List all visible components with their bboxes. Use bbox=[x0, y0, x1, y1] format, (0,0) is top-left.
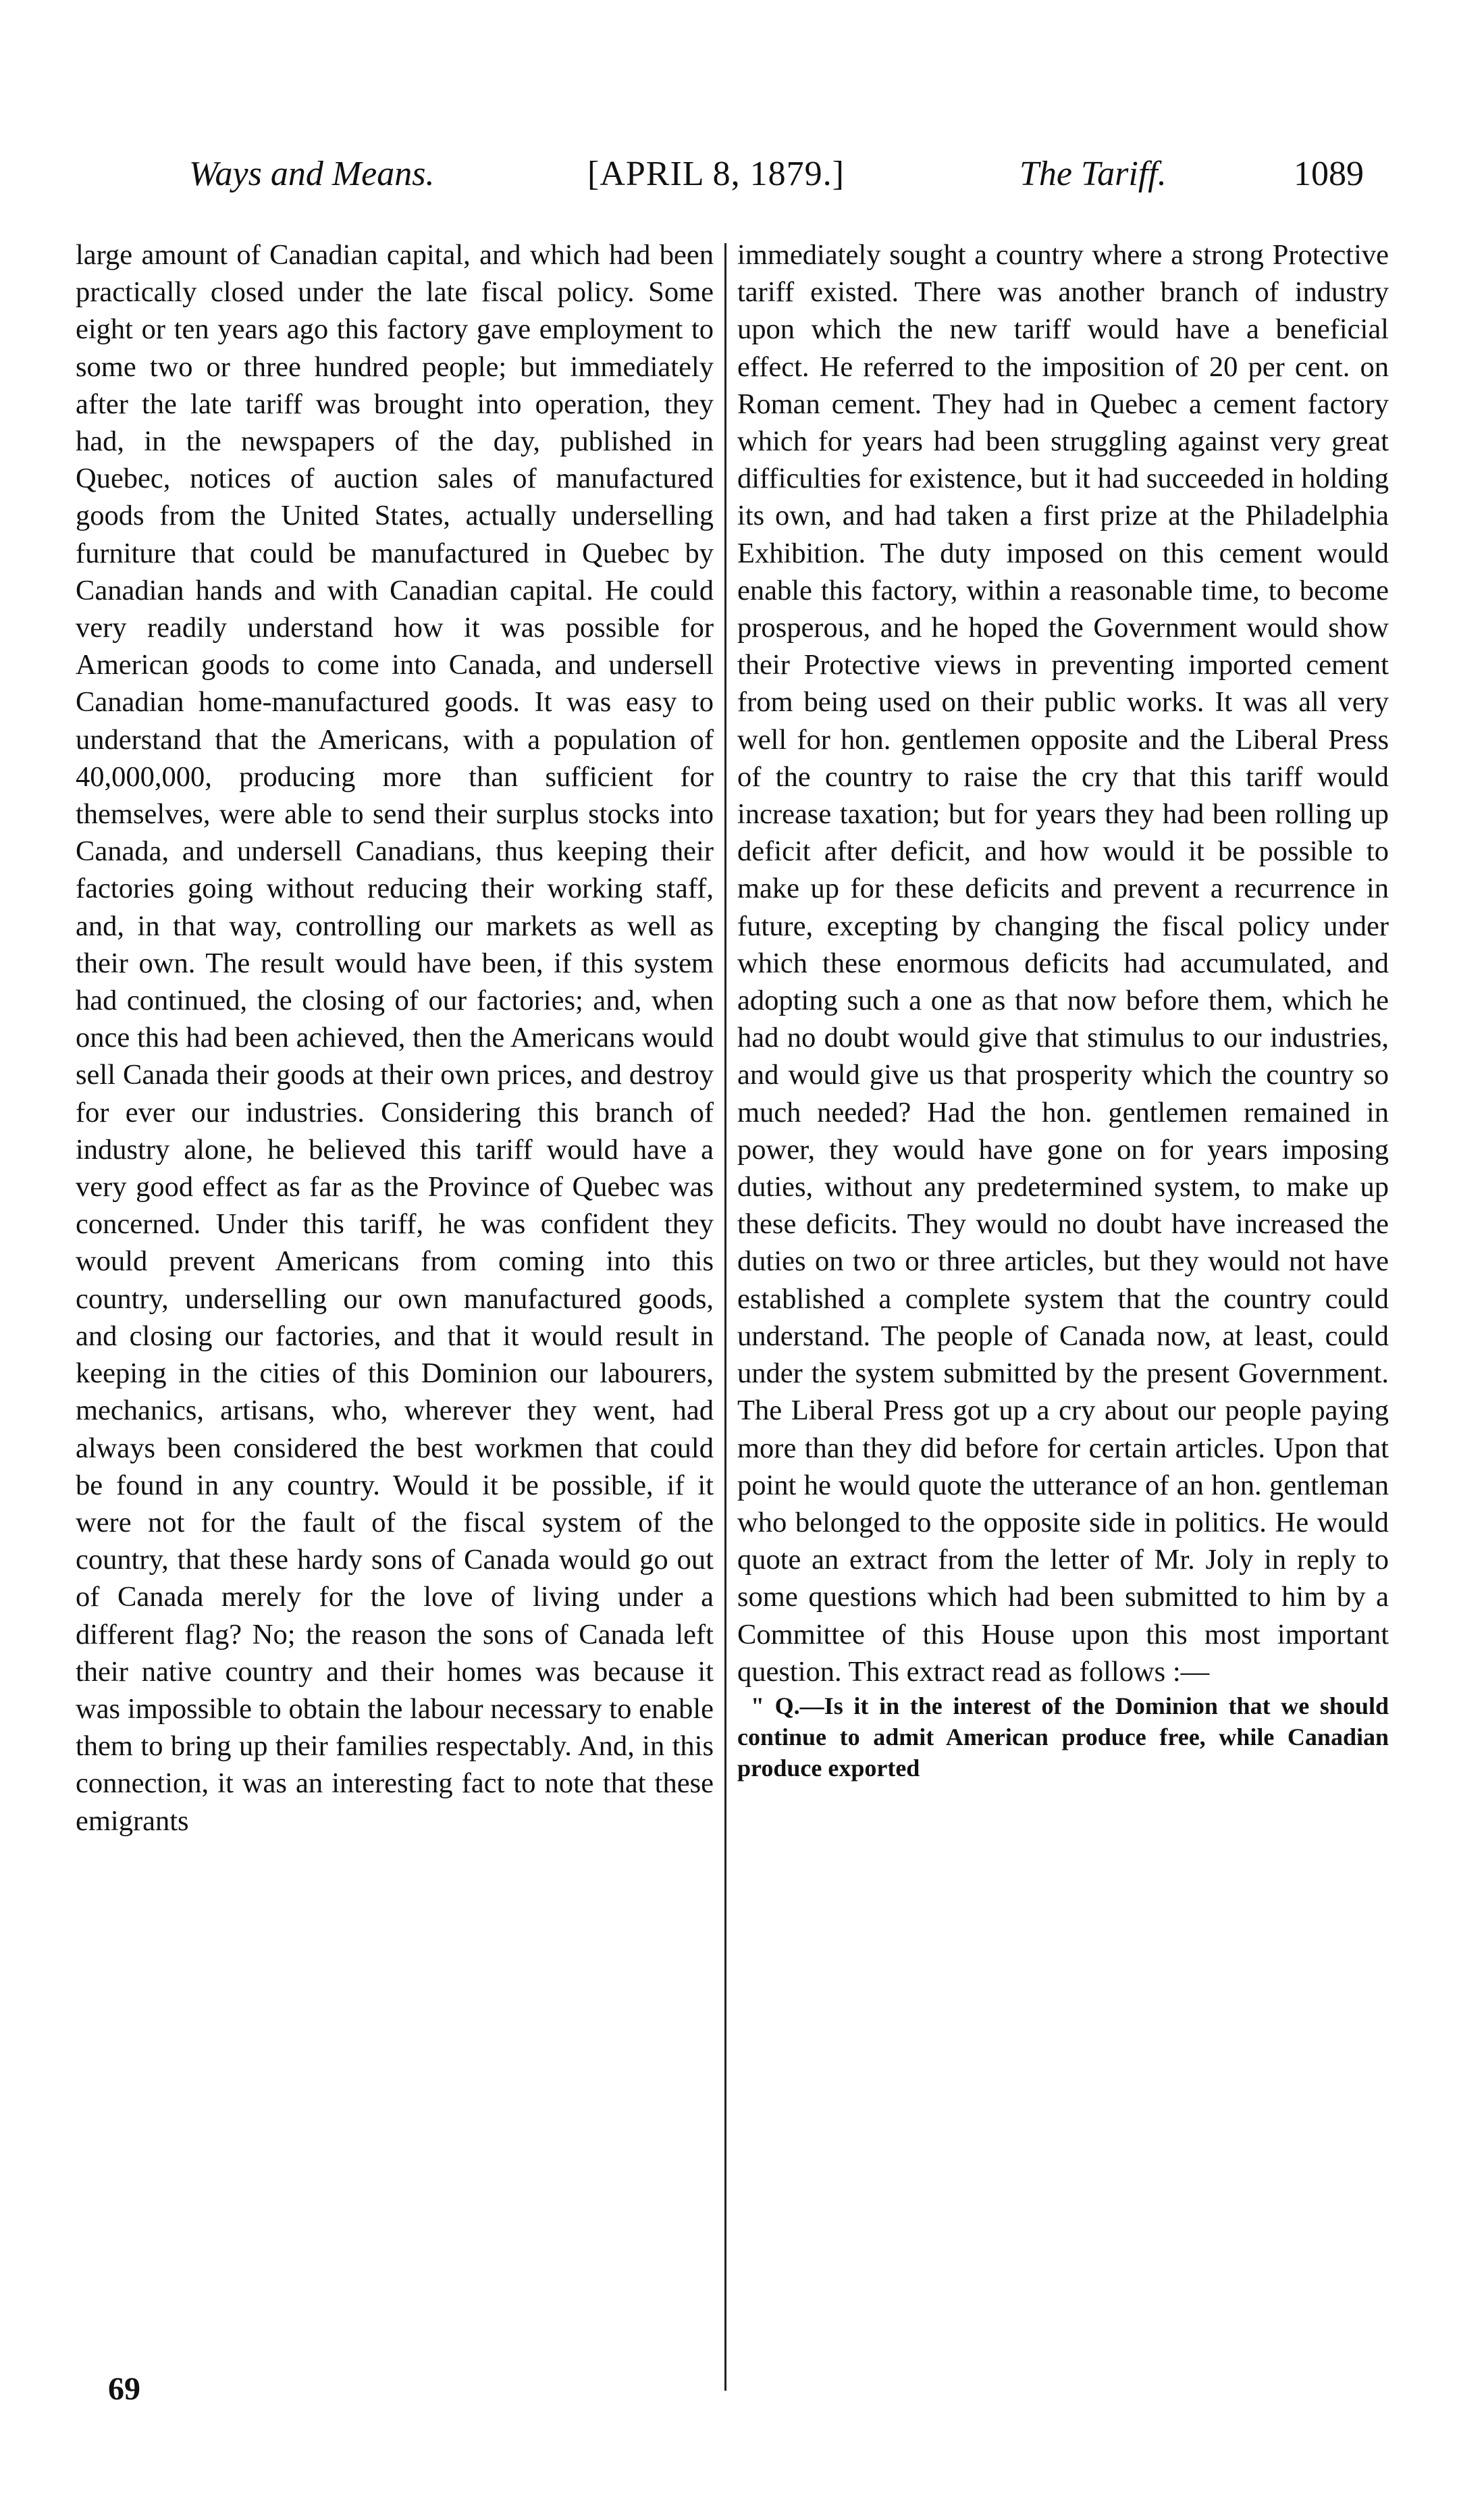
right-column-text: immediately sought a country where a strong Protective tariff existed. There was another branch of industry upon which the new tariff would have a beneficial effect. He referred to the imposition of 20 per cent. on Roman cement. They had in Quebec a cement factory which for years had been struggling against very great difficulties for existence, but it had succeeded in holding its own, and had taken a first prize at the Philadelphia Exhibition. The duty imposed on this cement would enable this factory, within a reasonable time, to become prosperous, and he hoped the Government would show their Protective views in preventing imported cement from being used on their public works. It was all very well for hon. gentlemen opposite and the Liberal Press of the country to raise the cry that this tariff would increase taxation; but for years they had been rolling up deficit after deficit, and how would it be possible to make up for these deficits and prevent a recurrence in future, excepting by changing the fiscal policy under which these enormous deficits had accumulated, and adopting such a one as that now before them, which he had no doubt would give that stimulus to our industries, and would give us that prosperity which the country so much needed? Had the hon. gentlemen remained in power, they would have gone on for years imposing duties, without any predetermined system, to make up these deficits. They would no doubt have increased the duties on two or three articles, but they would not have established a complete system that the country could understand. The people of Canada now, at least, could under the system submitted by the present Government. The Liberal Press got up a cry about our people paying more than they did before for certain articles. Upon that point he would quote the utterance of an hon. gentleman who belonged to the opposite side in politics. He would quote an extract from the letter of Mr. Joly in reply to some questions which had been submitted to him by a Committee of this House upon this most important question. This extract read as follows :— bbox=[737, 239, 1389, 1688]
header-date: [APRIL 8, 1879.] bbox=[587, 155, 845, 193]
right-column bbox=[737, 236, 1389, 1784]
running-header bbox=[182, 154, 1364, 201]
page-number: 1089 bbox=[1294, 155, 1364, 193]
signature-mark: 69 bbox=[108, 2371, 140, 2407]
quoted-question: " Q.—Is it in the interest of the Dominion that we should continue to admit American produce free, while Canadian produce exported bbox=[737, 1692, 1389, 1782]
left-column bbox=[76, 236, 714, 1840]
header-section-title: Ways and Means. bbox=[189, 155, 435, 193]
left-column-text: large amount of Canadian capital, and which had been practically closed under the late fiscal policy. Some eight or ten years ago this factory gave employment to some two or three hundred people; but immediately after the late tariff was brought into operation, they had, in the newspapers of the day, published in Quebec, notices of auction sales of manufactured goods from the United States, actually underselling furniture that could be manufactured in Quebec by Canadian hands and with Canadian capital. He could very readily understand how it was possible for American goods to come into Canada, and undersell Canadian home-manufactured goods. It was easy to understand that the Americans, with a population of 40,000,000, producing more than sufficient for themselves, were able to send their surplus stocks into Canada, and undersell Canadians, thus keeping their factories going without reducing their working staff, and, in that way, controlling our markets as well as their own. The result would have been, if this system had continued, the closing of our factories; and, when once this had been achieved, then the Americans would sell Canada their goods at their own prices, and destroy for ever our industries. Considering this branch of industry alone, he believed this tariff would have a very good effect as far as the Province of Quebec was concerned. Under this tariff, he was confident they would prevent Americans from coming into this country, underselling our own manufactured goods, and closing our factories, and that it would result in keeping in the cities of this Dominion our labourers, mechanics, artisans, who, wherever they went, had always been considered the best workmen that could be found in any country. Would it be possible, if it were not for the fault of the fiscal system of the country, that these hardy sons of Canada would go out of Canada merely for the love of living under a different flag? No; the reason the sons of Canada left their native country and their homes was because it was impossible to obtain the labour necessary to enable them to bring up their families respectably. And, in this connection, it was an interesting fact to note that these emigrants bbox=[76, 239, 714, 1837]
header-topic: The Tariff. bbox=[1019, 155, 1167, 193]
column-divider bbox=[724, 243, 726, 2391]
